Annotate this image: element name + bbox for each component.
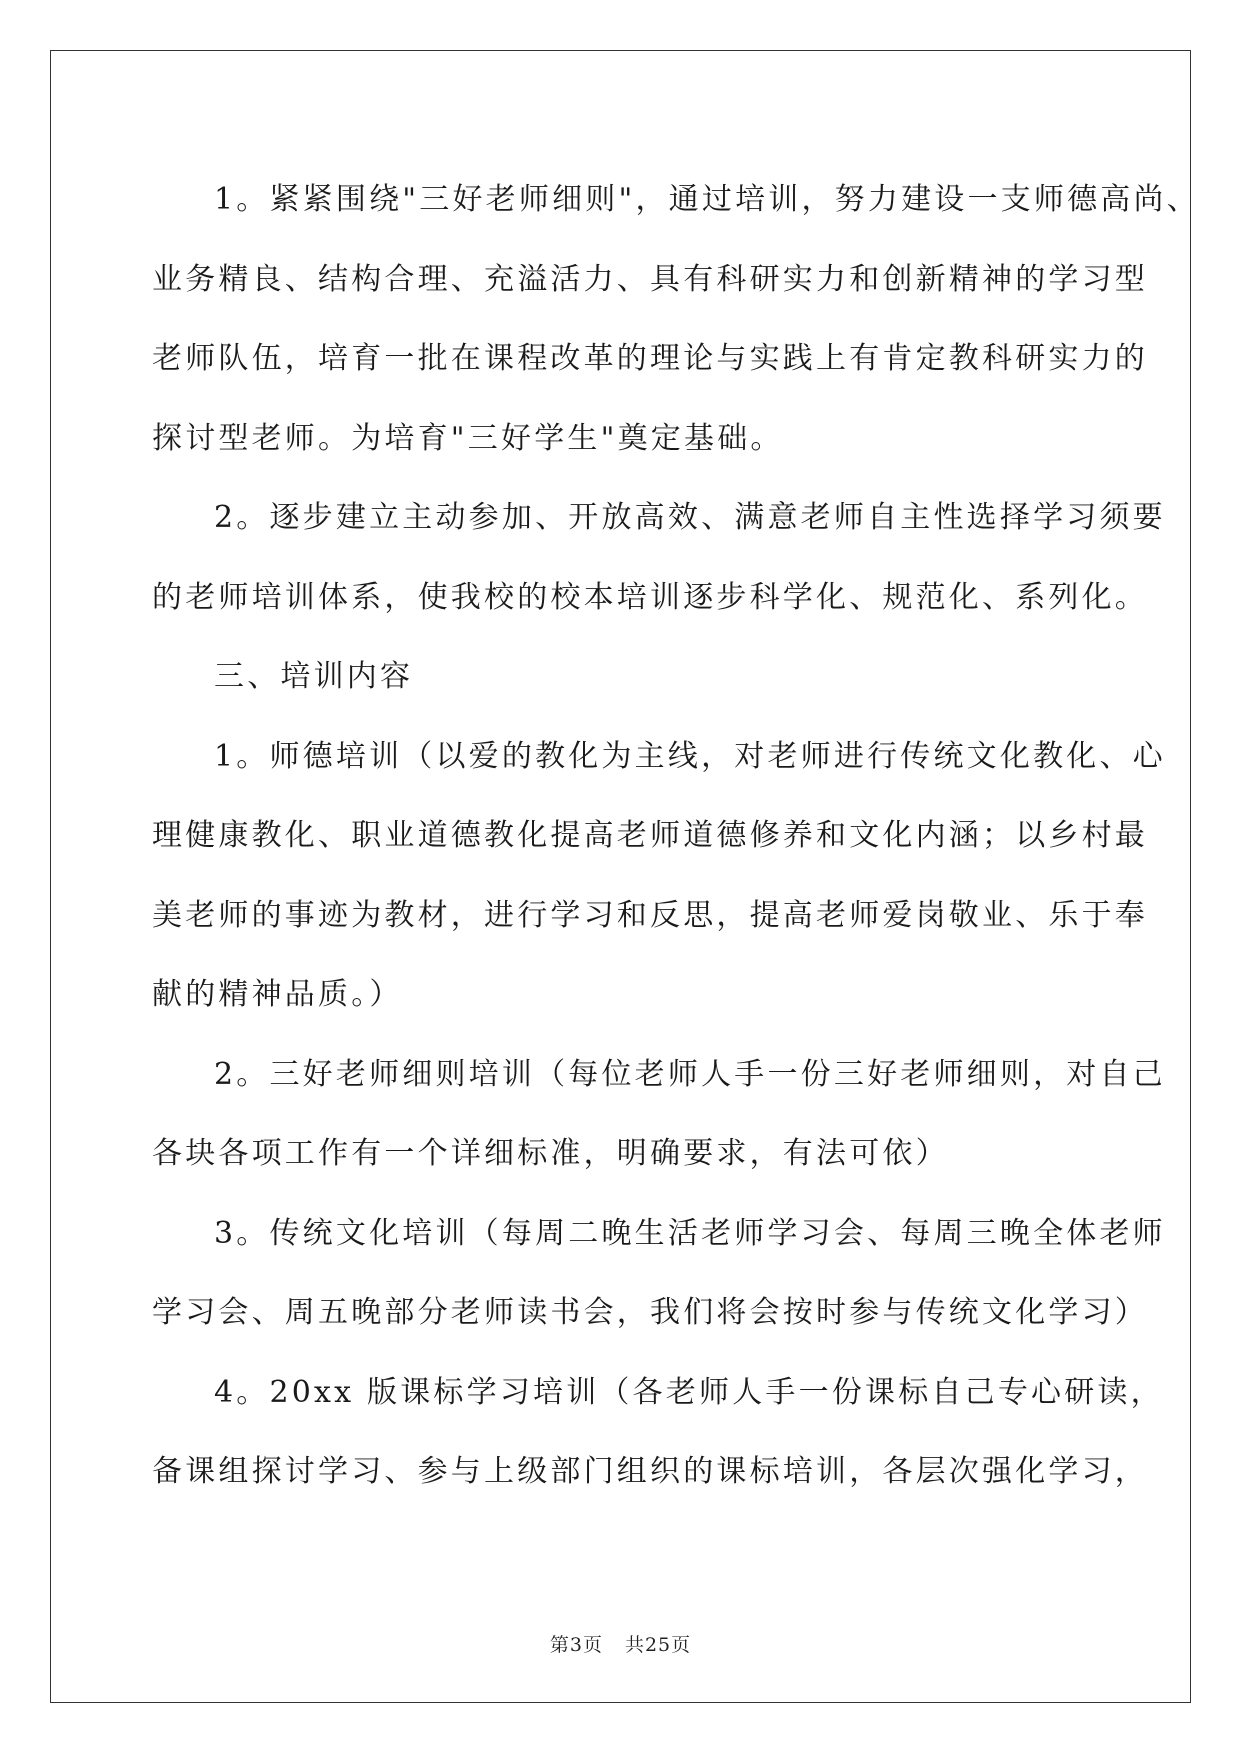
page-number: 第3页 xyxy=(549,1634,603,1656)
document-body xyxy=(152,160,1200,1512)
paragraph-line: 3。传统文化培训（每周二晚生活老师学习会、每周三晚全体老师 xyxy=(214,1215,1166,1251)
paragraph-line: 备课组探讨学习、参与上级部门组织的课标培训，各层次强化学习， xyxy=(152,1454,1148,1489)
paragraph-line: 老师队伍，培育一批在课程改革的理论与实践上有肯定教科研实力的 xyxy=(152,341,1148,376)
paragraph-line: 2。逐步建立主动参加、开放高效、满意老师自主性选择学习须要 xyxy=(214,500,1166,535)
paragraph-line: 美老师的事迹为教材，进行学习和反思，提高老师爱岗敬业、乐于奉 xyxy=(152,897,1148,933)
paragraph-line: 理健康教化、职业道德教化提高老师道德修养和文化内涵；以乡村最 xyxy=(152,818,1148,853)
paragraph-line: 的老师培训体系，使我校的校本培训逐步科学化、规范化、系列化。 xyxy=(152,579,1148,615)
paragraph-line: 学习会、周五晚部分老师读书会，我们将会按时参与传统文化学习） xyxy=(152,1295,1148,1330)
paragraph-line: 1。师德培训（以爱的教化为主线，对老师进行传统文化教化、心 xyxy=(214,738,1166,774)
paragraph-line: 探讨型老师。为培育"三好学生"奠定基础。 xyxy=(152,420,784,456)
paragraph-line: 各块各项工作有一个详细标准，明确要求，有法可依） xyxy=(152,1136,949,1171)
paragraph-line: 4。20xx 版课标学习培训（各老师人手一份课标自己专心研读， xyxy=(214,1374,1164,1410)
paragraph-line: 2。三好老师细则培训（每位老师人手一份三好老师细则，对自己 xyxy=(214,1056,1166,1092)
section-heading: 三、培训内容 xyxy=(214,659,414,694)
page-footer xyxy=(0,1630,1241,1657)
page-total: 共25页 xyxy=(624,1634,692,1656)
paragraph-line: 业务精良、结构合理、充溢活力、具有科研实力和创新精神的学习型 xyxy=(152,261,1148,297)
paragraph-line: 献的精神品质。） xyxy=(152,977,403,1012)
paragraph-line: 1。紧紧围绕"三好老师细则"，通过培训，努力建设一支师德高尚、 xyxy=(214,182,1200,217)
